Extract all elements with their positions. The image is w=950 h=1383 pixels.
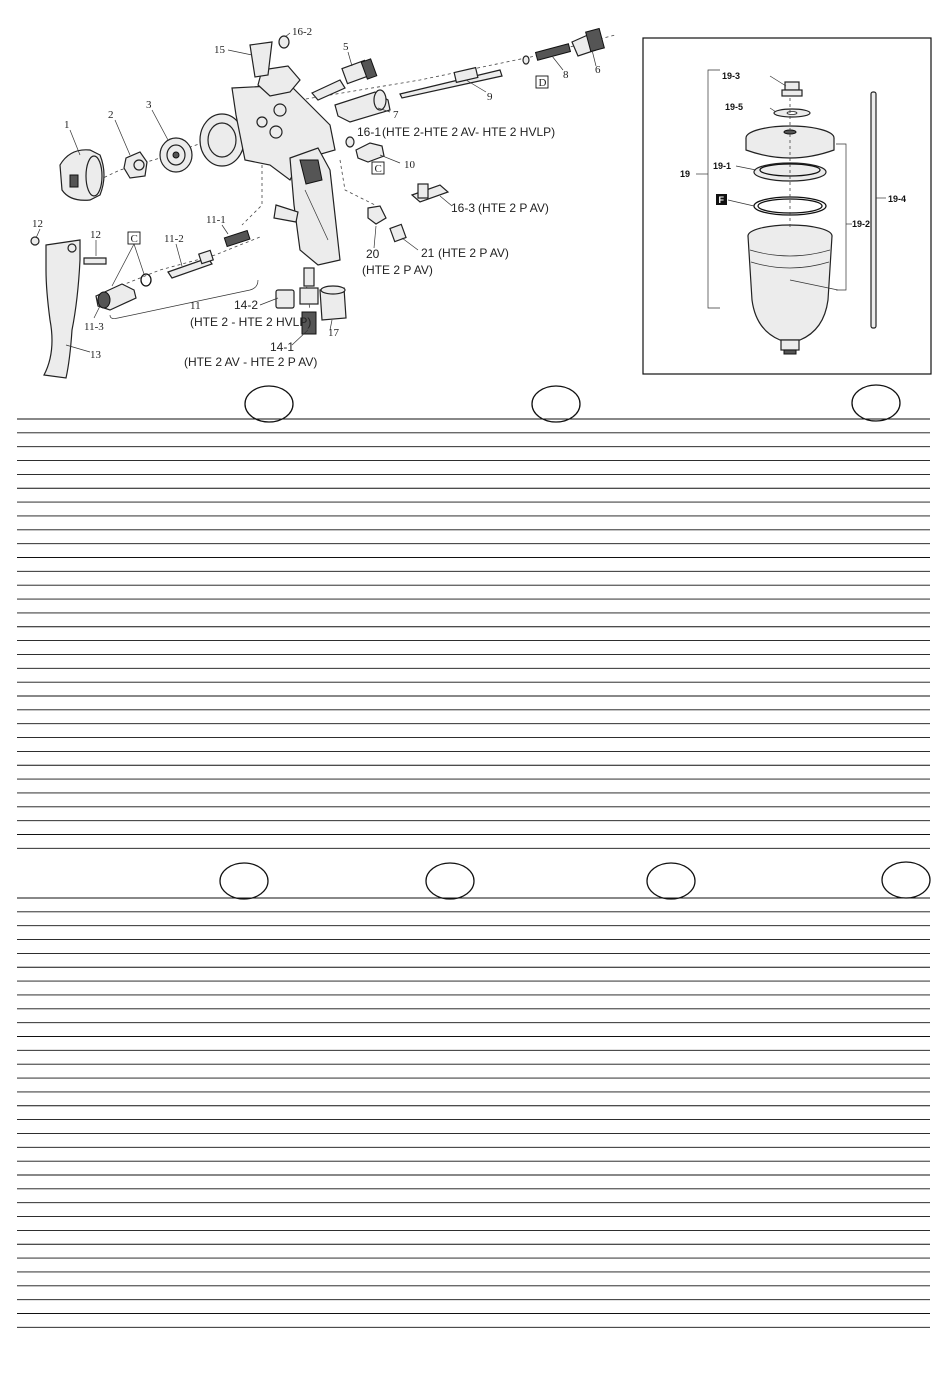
part-16-3-valve <box>412 184 448 202</box>
note-21: (HTE 2 P AV) <box>438 246 509 260</box>
callout-3: 3 <box>146 99 152 111</box>
callout-6: 6 <box>595 64 601 76</box>
note-11: (HTE 2 - HTE 2 HVLP) <box>190 315 312 329</box>
part-14-2-cap <box>276 290 294 308</box>
callout-19-4: 19-4 <box>888 194 907 204</box>
cup-exploded-view <box>643 38 931 374</box>
callout-2: 2 <box>108 109 114 121</box>
note-20: (HTE 2 P AV) <box>362 263 433 277</box>
callout-15: 15 <box>214 44 225 56</box>
note-14-1: (HTE 2 AV - HTE 2 P AV) <box>184 355 318 369</box>
boxed-key-c-1 <box>128 232 140 245</box>
part-7-regulator <box>335 90 390 122</box>
notes-section-1 <box>17 385 930 848</box>
note-16-3: (HTE 2 P AV) <box>478 201 549 215</box>
callout-11: 11 <box>190 300 201 312</box>
section-1-lines <box>17 419 930 848</box>
svg-text:C: C <box>374 163 382 175</box>
callout-19-3: 19-3 <box>722 71 741 81</box>
part-3-baffle <box>160 138 192 172</box>
callout-20: 20 <box>366 247 380 261</box>
callout-5: 5 <box>343 41 349 53</box>
part-11-3-valve-housing <box>96 284 136 310</box>
part-2-nozzle <box>124 152 147 178</box>
note-16-1: (HTE 2-HTE 2 AV- HTE 2 HVLP) <box>382 125 556 139</box>
callout-14-1: 14-1 <box>270 340 295 354</box>
part-10-fitting <box>356 143 384 162</box>
callout-12-b: 12 <box>90 229 101 241</box>
boxed-key-c-2 <box>372 162 384 175</box>
part-16-2-plug <box>279 36 289 48</box>
callout-16-2: 16-2 <box>292 26 313 38</box>
part-5-valve <box>312 59 377 100</box>
callout-7: 7 <box>393 109 399 121</box>
part-16-1-fitting <box>346 137 354 147</box>
svg-text:F: F <box>718 195 724 205</box>
callout-11-3: 11-3 <box>84 321 104 333</box>
callout-13: 13 <box>90 349 101 361</box>
callout-19: 19 <box>680 169 691 179</box>
section-1-circle-2 <box>532 386 580 422</box>
callout-19-1: 19-1 <box>713 161 732 171</box>
part-11-2-piston <box>168 250 213 278</box>
callout-10: 10 <box>404 159 415 171</box>
part-1-air-cap <box>60 150 104 200</box>
part-19-3-vent <box>782 82 802 96</box>
section-1-circle-1 <box>245 386 293 422</box>
callout-11-2: 11-2 <box>164 233 184 245</box>
boxed-key-d <box>536 76 548 89</box>
part-11-1-spring <box>224 230 250 246</box>
callout-11-1: 11-1 <box>206 214 226 226</box>
callout-9: 9 <box>487 91 493 103</box>
part-17-air-inlet <box>320 286 346 320</box>
spray-gun-exploded-view <box>31 26 615 378</box>
svg-text:D: D <box>538 77 547 89</box>
part-20-nut <box>368 206 386 224</box>
part-19-5-washer <box>774 109 810 117</box>
callout-19-5: 19-5 <box>725 102 744 112</box>
callout-16-1: 16-1 <box>357 125 382 139</box>
callout-19-2: 19-2 <box>852 219 871 229</box>
section-2-lines <box>17 898 930 1327</box>
section-2-circle-2 <box>426 863 474 899</box>
boxed-key-f <box>716 194 727 205</box>
notes-section-2 <box>17 862 930 1327</box>
part-19-4-rod <box>871 92 876 328</box>
callout-14-2: 14-2 <box>234 298 259 312</box>
section-2-circle-1 <box>220 863 268 899</box>
callout-8: 8 <box>563 69 569 81</box>
section-2-circle-4 <box>882 862 930 898</box>
callout-17: 17 <box>328 327 339 339</box>
part-6-knob <box>572 29 604 56</box>
svg-text:C: C <box>130 233 138 245</box>
callout-21: 21 <box>421 246 435 260</box>
part-15-connector <box>250 42 272 77</box>
callout-12-a: 12 <box>32 218 43 230</box>
section-2-circle-3 <box>647 863 695 899</box>
part-13-trigger <box>44 240 80 378</box>
callout-1: 1 <box>64 119 70 131</box>
callout-16-3: 16-3 <box>451 201 476 215</box>
section-1-circle-3 <box>852 385 900 421</box>
part-d-ring <box>523 56 529 64</box>
